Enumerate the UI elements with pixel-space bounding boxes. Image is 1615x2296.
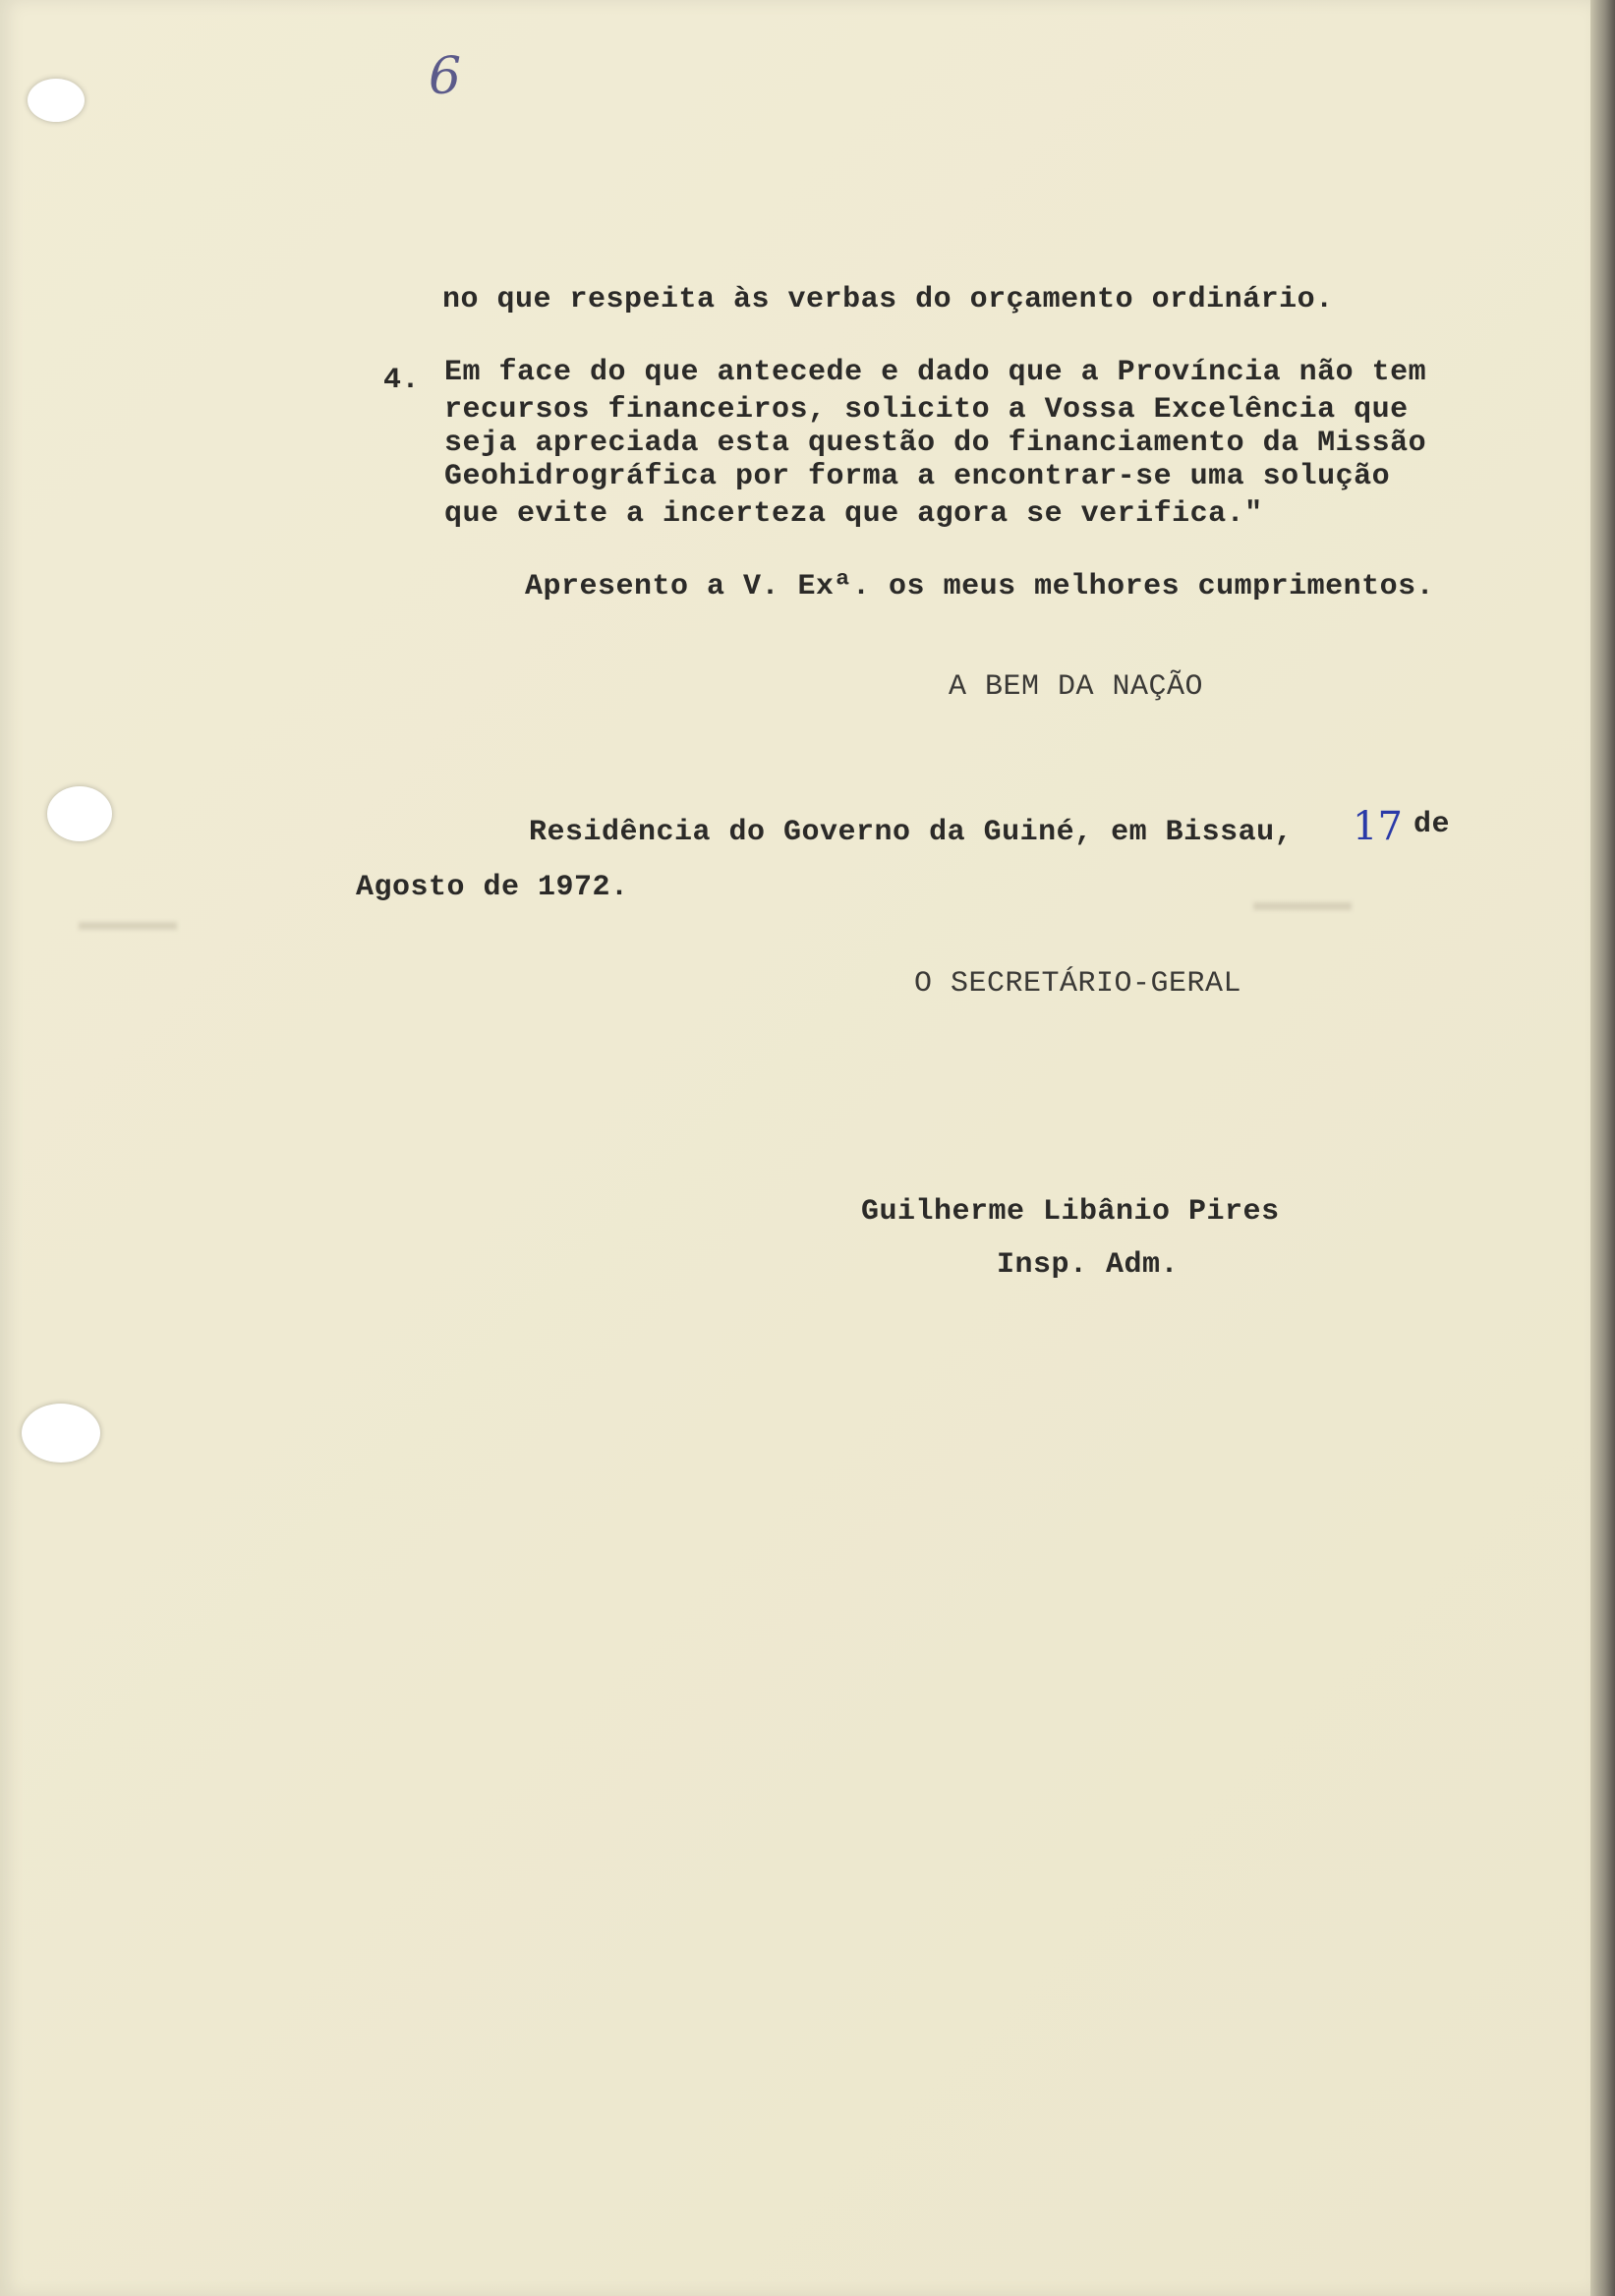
item-line-2: recursos financeiros, solicito a Vossa Excelência que bbox=[444, 393, 1409, 427]
item-line-3: seja apreciada esta questão do financiamento da Missão bbox=[444, 427, 1427, 460]
closing-line: Apresento a V. Exª. os meus melhores cumprimentos. bbox=[525, 570, 1435, 603]
punch-hole-top bbox=[28, 79, 85, 122]
handwritten-page-number: 6 bbox=[429, 47, 462, 106]
paper-smudge bbox=[79, 922, 177, 930]
item-number: 4. bbox=[383, 364, 421, 397]
signatory-title: O SECRETÁRIO-GERAL bbox=[914, 967, 1242, 1001]
paper-smudge bbox=[1253, 902, 1352, 910]
punch-hole-bottom bbox=[22, 1404, 100, 1463]
motto: A BEM DA NAÇÃO bbox=[949, 670, 1204, 704]
signatory-role: Insp. Adm. bbox=[997, 1248, 1180, 1282]
date-line-2: Agosto de 1972. bbox=[356, 871, 629, 904]
continuation-line: no que respeita às verbas do orçamento ordinário. bbox=[442, 283, 1334, 316]
punch-hole-middle bbox=[47, 786, 112, 841]
date-line-1-end: de bbox=[1413, 808, 1451, 841]
page-edge bbox=[1590, 0, 1615, 2296]
item-line-1: Em face do que antecede e dado que a Província não tem bbox=[444, 356, 1427, 389]
signatory-name: Guilherme Libânio Pires bbox=[861, 1195, 1280, 1229]
item-line-5: que evite a incerteza que agora se verifica." bbox=[444, 497, 1263, 531]
item-line-4: Geohidrográfica por forma a encontrar-se uma solução bbox=[444, 460, 1391, 493]
handwritten-day: 17 bbox=[1353, 804, 1403, 849]
date-line-1: Residência do Governo da Guiné, em Bissau, bbox=[529, 816, 1294, 849]
